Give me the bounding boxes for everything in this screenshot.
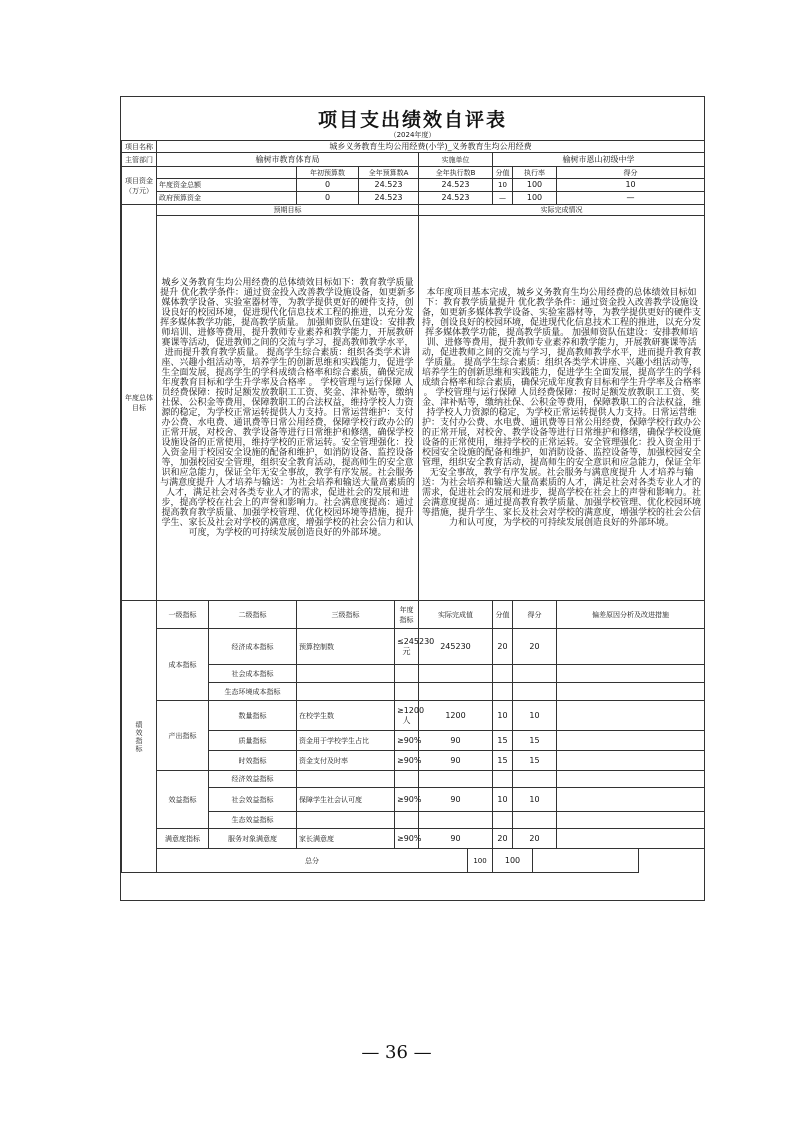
funds-row-weight: 10	[493, 179, 513, 192]
dept-value: 榆树市教育体育局	[157, 153, 419, 167]
output-indicator: 产出指标	[157, 701, 209, 771]
funds-row-rate: 100	[513, 192, 557, 205]
score-value: 20	[513, 629, 557, 665]
ind-header-remark: 偏差原因分析及改进措施	[557, 601, 705, 629]
report-year: （2024年度）	[389, 131, 436, 139]
target-value: ≥90%	[395, 731, 419, 751]
score-value: 10	[513, 788, 557, 812]
funds-header-annual: 全年预算数A	[359, 167, 419, 179]
effect-indicator: 效益指标	[157, 771, 209, 829]
target-value: ≥90%	[395, 788, 419, 812]
project-name-value: 城乡义务教育生均公用经费(小学)_义务教育生均公用经费	[157, 141, 705, 153]
unit-label: 实施单位	[419, 153, 493, 167]
score-value: 10	[513, 701, 557, 731]
l3-indicator: 在校学生数	[297, 701, 395, 731]
project-name-label: 项目名称	[122, 141, 157, 153]
funds-row-initial: 0	[297, 179, 359, 192]
score-value: 20	[513, 829, 557, 849]
ind-header-l1: 一级指标	[157, 601, 209, 629]
target-value: ≥90%	[395, 829, 419, 849]
l2-indicator: 经济效益指标	[209, 771, 297, 788]
actual-value: 1200	[419, 701, 493, 731]
funds-header-score: 得分	[557, 167, 705, 179]
weight-value: 10	[493, 788, 513, 812]
weight-value: 20	[493, 829, 513, 849]
l3-indicator: 保障学生社会认可度	[297, 788, 395, 812]
funds-row-rate: 100	[513, 179, 557, 192]
page-title: 项目支出绩效自评表	[317, 109, 507, 131]
total-score: 100	[493, 849, 533, 873]
ind-header-l2: 二级指标	[209, 601, 297, 629]
actual-value: 90	[419, 751, 493, 771]
ind-header-l3: 三级指标	[297, 601, 395, 629]
funds-row-weight: —	[493, 192, 513, 205]
weight-value: 15	[493, 731, 513, 751]
actual-value: 90	[419, 731, 493, 751]
weight-value: 10	[493, 701, 513, 731]
annual-goal-label: 年度总体目标	[122, 205, 157, 601]
target-value: ≤245230元	[395, 629, 419, 665]
l2-indicator: 服务对象满意度	[209, 829, 297, 849]
target-value: ≥90%	[395, 751, 419, 771]
funds-header-executed: 全年执行数B	[419, 167, 493, 179]
l3-indicator: 家长满意度	[297, 829, 395, 849]
unit-value: 榆树市恩山初级中学	[493, 153, 705, 167]
funds-header-rate: 执行率	[513, 167, 557, 179]
funds-row-score: 10	[557, 179, 705, 192]
actual-value: 245230	[419, 629, 493, 665]
funds-row-annual: 24.523	[359, 179, 419, 192]
satisfaction-indicator: 满意度指标	[157, 829, 209, 849]
l2-indicator: 生态环境成本指标	[209, 683, 297, 701]
weight-value: 15	[493, 751, 513, 771]
funds-label: 项目资金（万元）	[122, 167, 157, 205]
funds-row-score: —	[557, 192, 705, 205]
funds-row-name: 政府预算资金	[157, 192, 297, 205]
funds-row-annual: 24.523	[359, 192, 419, 205]
ind-header-actual: 实际完成值	[419, 601, 493, 629]
l2-indicator: 经济成本指标	[209, 629, 297, 665]
dept-label: 主管部门	[122, 153, 157, 167]
score-value: 15	[513, 731, 557, 751]
evaluation-sheet	[120, 96, 705, 901]
funds-header-initial: 年初预算数	[297, 167, 359, 179]
l2-indicator: 生态效益指标	[209, 812, 297, 829]
cost-indicator: 成本指标	[157, 629, 209, 701]
l2-indicator: 社会效益指标	[209, 788, 297, 812]
ind-header-target: 年度指标	[395, 601, 419, 629]
actual-result-header: 实际完成情况	[419, 205, 705, 216]
actual-result-text: 本年度项目基本完成，城乡义务教育生均公用经费的总体绩效目标如下：教育教学质量提升 优化教学条件：通过资金投入改善教学设施设备，如更新多媒体教学设备、实验室器材等，为教学提供更好的硬件支持，创设良好的校园环境，促进现代化信息技术工程的推进，以充分发挥多媒体教学功能，提高教学质量。 加强师资队伍建设：安排教师培训、进修等费用，提升教师专业素养和教学能力，开展教研赛课等活动，促进教师之间的交流与学习，提高教师教学水平，进而提升教育教学质量。 提高学生综合素质：组织各类学术讲座、兴趣小组活动等，培养学生的创新思维和实践能力，促进学生全面发展，提高学生的学科成绩合格率和综合素质，确保完成年度教育目标和学生升学率及合格率 。 学校管理与运行保障 人员经费保障：按时足额发放教职工工资、奖金、津补贴等，缴纳社保、公积金等费用，保障教职工的合法权益，维持学校人力资源的稳定，为学校正常运转提供人力支持。日常运营维护：支付办公费、水电费、通讯费等日常公用经费，保障学校行政办公的正常开展，对校舍、教学设备等进行日常维护和修缮，确保学校设施设备的正常使用，维持学校的正常运转。安全管理强化：投入资金用于校园安全设施的配备和维护，如消防设备、监控设备等，加强校园安全管理，组织安全教育活动，提高师生的安全意识和应急能力，保证全年无安全事故，教学有序发展。社会服务与满意度提升 人才培养与输送：为社会培养和输送大量高素质的人才，满足社会对各类专业人才的需求，促进社会的发展和进步，提高学校在社会上的声誉和影响力。社会满意度提高：通过提高教育教学质量、加强学校管理、优化校园环境等措施，提升学生、家长及社会对学校的满意度，增强学校的社会公信力和认可度，为学校的可持续发展创造良好的外部环境。	[419, 216, 705, 601]
actual-value: 90	[419, 829, 493, 849]
l2-indicator: 数量指标	[209, 701, 297, 731]
l3-indicator: 预算控制数	[297, 629, 395, 665]
expected-goal-header: 预期目标	[157, 205, 419, 216]
evaluation-table	[121, 140, 705, 873]
l2-indicator: 时效指标	[209, 751, 297, 771]
expected-goal-text: 城乡义务教育生均公用经费的总体绩效目标如下：教育教学质量提升 优化教学条件：通过资金投入改善教学设施设备，如更新多媒体教学设备、实验室器材等，为教学提供更好的硬件支持，创设良好的校园环境，促进现代化信息技术工程的推进，以充分发挥多媒体教学功能，提高教学质量。 加强师资队伍建设：安排教师培训、进修等费用，提升教师专业素养和教学能力，开展教研赛课等活动，促进教师之间的交流与学习，提高教师教学水平，进而提升教育教学质量。 提高学生综合素质：组织各类学术讲座、兴趣小组活动等，培养学生的创新思维和实践能力，促进学生全面发展，提高学生的学科成绩合格率和综合素质，确保完成年度教育目标和学生升学率及合格率 。 学校管理与运行保障 人员经费保障：按时足额发放教职工工资、奖金、津补贴等，缴纳社保、公积金等费用，保障教职工的合法权益，维持学校人力资源的稳定，为学校正常运转提供人力支持。日常运营维护：支付办公费、水电费、通讯费等日常公用经费，保障学校行政办公的正常开展，对校舍、教学设备等进行日常维护和修缮，确保学校设施设备的正常使用，维持学校的正常运转。安全管理强化：投入资金用于校园安全设施的配备和维护，如消防设备、监控设备等，加强校园安全管理，组织安全教育活动，提高师生的安全意识和应急能力，保证全年无安全事故，教学有序发展。社会服务与满意度提升 人才培养与输送：为社会培养和输送大量高素质的人才，满足社会对各类专业人才的需求，促进社会的发展和进步，提高学校在社会上的声誉和影响力。社会满意度提高：通过提高教育教学质量、加强学校管理、优化校园环境等措施，提升学生、家长及社会对学校的满意度，增强学校的社会公信力和认可度，为学校的可持续发展创造良好的外部环境。	[157, 216, 419, 601]
funds-row-name: 年度资金总额	[157, 179, 297, 192]
l2-indicator: 社会成本指标	[209, 665, 297, 683]
l3-indicator: 资金支付及时率	[297, 751, 395, 771]
l2-indicator: 质量指标	[209, 731, 297, 751]
funds-row-executed: 24.523	[419, 192, 493, 205]
funds-row-initial: 0	[297, 192, 359, 205]
actual-value: 90	[419, 788, 493, 812]
indicators-label: 绩效指标	[122, 601, 157, 873]
funds-row-executed: 24.523	[419, 179, 493, 192]
funds-header-weight: 分值	[493, 167, 513, 179]
weight-value: 20	[493, 629, 513, 665]
target-value: ≥1200人	[395, 701, 419, 731]
ind-header-weight: 分值	[493, 601, 513, 629]
ind-header-score: 得分	[513, 601, 557, 629]
total-label: 总分	[157, 849, 468, 873]
score-value: 15	[513, 751, 557, 771]
total-weight: 100	[468, 849, 493, 873]
page-number: — 36 —	[361, 1042, 432, 1063]
l3-indicator: 资金用于学校学生占比	[297, 731, 395, 751]
